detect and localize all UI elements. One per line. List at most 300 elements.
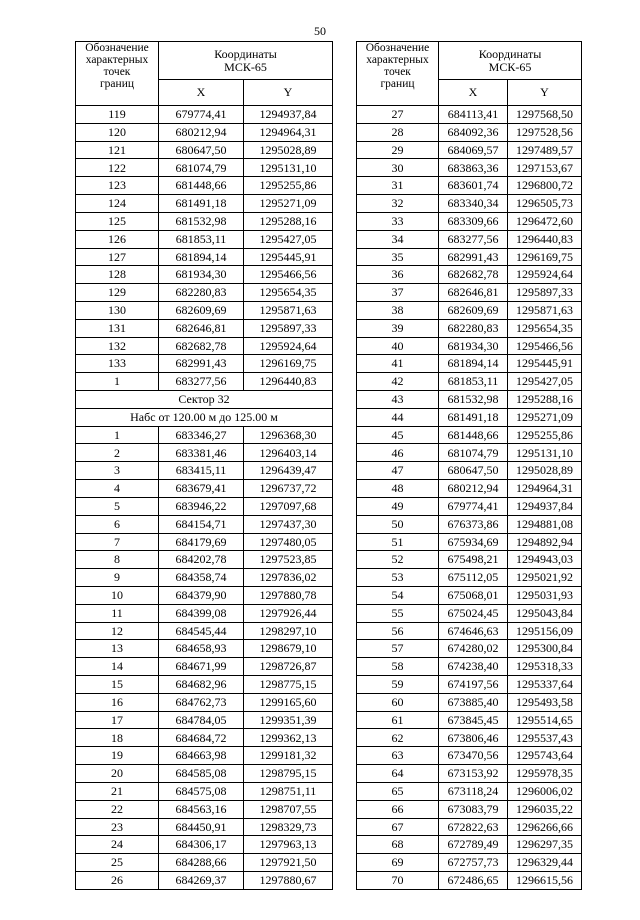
y-coordinate-cell: 1296169,75 xyxy=(508,248,582,266)
x-coordinate-cell: 683340,34 xyxy=(439,195,508,213)
y-coordinate-cell: 1298679,10 xyxy=(244,640,333,658)
point-number-cell: 27 xyxy=(357,106,439,124)
y-coordinate-cell: 1295978,35 xyxy=(508,765,582,783)
coordinates-table-right xyxy=(356,41,582,890)
point-number-cell: 32 xyxy=(357,195,439,213)
x-coordinate-cell: 684069,57 xyxy=(439,141,508,159)
x-coordinate-cell: 683309,66 xyxy=(439,212,508,230)
y-coordinate-cell: 1295255,86 xyxy=(244,177,333,195)
table-row xyxy=(76,836,333,854)
table-row xyxy=(76,640,333,658)
table-row xyxy=(357,551,582,569)
point-number-cell: 38 xyxy=(357,301,439,319)
table-row xyxy=(76,765,333,783)
x-coordinate-cell: 684269,37 xyxy=(159,871,244,889)
y-coordinate-cell: 1298795,15 xyxy=(244,765,333,783)
y-coordinate-cell: 1296006,02 xyxy=(508,782,582,800)
point-number-cell: 70 xyxy=(357,871,439,889)
table-body-right xyxy=(357,106,582,890)
table-row xyxy=(357,747,582,765)
point-number-cell: 58 xyxy=(357,658,439,676)
table-row xyxy=(357,212,582,230)
table-row xyxy=(76,800,333,818)
table-row xyxy=(76,604,333,622)
table-row xyxy=(76,177,333,195)
x-coordinate-cell: 684575,08 xyxy=(159,782,244,800)
y-coordinate-cell: 1296440,83 xyxy=(508,230,582,248)
x-coordinate-cell: 682991,43 xyxy=(159,355,244,373)
y-coordinate-cell: 1295288,16 xyxy=(244,212,333,230)
point-number-cell: 129 xyxy=(76,284,159,302)
x-coordinate-cell: 684585,08 xyxy=(159,765,244,783)
point-number-cell: 34 xyxy=(357,230,439,248)
table-row xyxy=(76,782,333,800)
point-number-cell: 53 xyxy=(357,569,439,587)
point-number-cell: 132 xyxy=(76,337,159,355)
table-row xyxy=(357,373,582,391)
y-coordinate-cell: 1296505,73 xyxy=(508,195,582,213)
point-number-cell: 10 xyxy=(76,586,159,604)
x-coordinate-cell: 683277,56 xyxy=(439,230,508,248)
table-row xyxy=(357,640,582,658)
x-coordinate-cell: 680212,94 xyxy=(159,123,244,141)
table-row xyxy=(357,586,582,604)
x-coordinate-cell: 675498,21 xyxy=(439,551,508,569)
x-coordinate-cell: 682646,81 xyxy=(159,319,244,337)
table-row xyxy=(357,159,582,177)
table-row xyxy=(357,284,582,302)
x-coordinate-cell: 673153,92 xyxy=(439,765,508,783)
table-row xyxy=(76,658,333,676)
point-number-cell: 50 xyxy=(357,515,439,533)
table-row xyxy=(357,444,582,462)
table-row xyxy=(76,462,333,480)
x-coordinate-cell: 682609,69 xyxy=(439,301,508,319)
y-coordinate-cell: 1295300,84 xyxy=(508,640,582,658)
table-row xyxy=(76,123,333,141)
x-coordinate-cell: 672822,63 xyxy=(439,818,508,836)
y-coordinate-cell: 1297523,85 xyxy=(244,551,333,569)
y-coordinate-cell: 1297153,67 xyxy=(508,159,582,177)
y-coordinate-cell: 1298297,10 xyxy=(244,622,333,640)
y-coordinate-cell: 1298329,73 xyxy=(244,818,333,836)
point-number-cell: 43 xyxy=(357,391,439,409)
table-row xyxy=(357,765,582,783)
point-number-cell: 5 xyxy=(76,497,159,515)
x-coordinate-cell: 684671,99 xyxy=(159,658,244,676)
y-coordinate-cell: 1295131,10 xyxy=(508,444,582,462)
point-number-cell: 11 xyxy=(76,604,159,622)
table-row xyxy=(76,373,333,391)
table-row xyxy=(357,836,582,854)
point-number-cell: 15 xyxy=(76,676,159,694)
y-coordinate-cell: 1295318,33 xyxy=(508,658,582,676)
y-coordinate-cell: 1295028,89 xyxy=(508,462,582,480)
table-row xyxy=(76,195,333,213)
y-coordinate-cell: 1296403,14 xyxy=(244,444,333,462)
point-number-cell: 22 xyxy=(76,800,159,818)
x-coordinate-cell: 681532,98 xyxy=(439,391,508,409)
point-number-cell: 47 xyxy=(357,462,439,480)
table-row xyxy=(357,693,582,711)
x-coordinate-cell: 681853,11 xyxy=(159,230,244,248)
y-coordinate-cell: 1295271,09 xyxy=(508,408,582,426)
x-coordinate-cell: 684658,93 xyxy=(159,640,244,658)
x-coordinate-cell: 684202,78 xyxy=(159,551,244,569)
table-row xyxy=(76,106,333,124)
point-number-cell: 18 xyxy=(76,729,159,747)
x-coordinate-cell: 681934,30 xyxy=(159,266,244,284)
x-coordinate-cell: 674197,56 xyxy=(439,676,508,694)
point-number-cell: 125 xyxy=(76,212,159,230)
x-coordinate-cell: 684306,17 xyxy=(159,836,244,854)
x-coordinate-cell: 680647,50 xyxy=(439,462,508,480)
x-coordinate-cell: 682280,83 xyxy=(159,284,244,302)
y-coordinate-cell: 1295466,56 xyxy=(244,266,333,284)
y-coordinate-cell: 1297880,67 xyxy=(244,871,333,889)
y-coordinate-cell: 1297528,56 xyxy=(508,123,582,141)
x-coordinate-cell: 681532,98 xyxy=(159,212,244,230)
point-number-cell: 130 xyxy=(76,301,159,319)
table-row xyxy=(76,622,333,640)
y-coordinate-cell: 1297921,50 xyxy=(244,854,333,872)
x-coordinate-cell: 683946,22 xyxy=(159,497,244,515)
point-number-cell: 26 xyxy=(76,871,159,889)
x-coordinate-cell: 675068,01 xyxy=(439,586,508,604)
y-coordinate-cell: 1299362,13 xyxy=(244,729,333,747)
x-coordinate-cell: 674280,02 xyxy=(439,640,508,658)
point-number-cell: 19 xyxy=(76,747,159,765)
x-coordinate-cell: 683863,36 xyxy=(439,159,508,177)
x-coordinate-cell: 672757,73 xyxy=(439,854,508,872)
table-row xyxy=(357,266,582,284)
table-row xyxy=(76,747,333,765)
point-number-cell: 23 xyxy=(76,818,159,836)
x-coordinate-cell: 681074,79 xyxy=(159,159,244,177)
x-coordinate-cell: 683679,41 xyxy=(159,480,244,498)
table-row xyxy=(357,782,582,800)
x-coordinate-cell: 682682,78 xyxy=(159,337,244,355)
y-coordinate-cell: 1295537,43 xyxy=(508,729,582,747)
y-coordinate-cell: 1295271,09 xyxy=(244,195,333,213)
section-row xyxy=(76,408,333,426)
table-row xyxy=(76,533,333,551)
table-row xyxy=(357,515,582,533)
y-coordinate-cell: 1295131,10 xyxy=(244,159,333,177)
y-coordinate-cell: 1296266,66 xyxy=(508,818,582,836)
table-row xyxy=(357,658,582,676)
table-row xyxy=(357,408,582,426)
point-number-cell: 39 xyxy=(357,319,439,337)
y-coordinate-cell: 1295427,05 xyxy=(508,373,582,391)
x-coordinate-cell: 684563,16 xyxy=(159,800,244,818)
point-number-cell: 3 xyxy=(76,462,159,480)
table-row xyxy=(76,230,333,248)
point-number-cell: 120 xyxy=(76,123,159,141)
x-coordinate-cell: 681448,66 xyxy=(159,177,244,195)
x-coordinate-cell: 684450,91 xyxy=(159,818,244,836)
table-row xyxy=(357,141,582,159)
point-number-cell: 48 xyxy=(357,480,439,498)
x-coordinate-cell: 684762,73 xyxy=(159,693,244,711)
point-number-cell: 128 xyxy=(76,266,159,284)
point-number-cell: 52 xyxy=(357,551,439,569)
point-number-cell: 62 xyxy=(357,729,439,747)
section-label: Сектор 32 xyxy=(76,391,333,409)
x-coordinate-cell: 681448,66 xyxy=(439,426,508,444)
table-row xyxy=(357,533,582,551)
point-number-cell: 55 xyxy=(357,604,439,622)
y-coordinate-cell: 1296615,56 xyxy=(508,871,582,889)
point-number-cell: 8 xyxy=(76,551,159,569)
y-coordinate-cell: 1296737,72 xyxy=(244,480,333,498)
x-coordinate-cell: 673083,79 xyxy=(439,800,508,818)
table-row xyxy=(76,729,333,747)
table-row xyxy=(357,480,582,498)
x-coordinate-cell: 684379,90 xyxy=(159,586,244,604)
y-coordinate-cell: 1295031,93 xyxy=(508,586,582,604)
table-row xyxy=(76,444,333,462)
x-coordinate-cell: 684682,96 xyxy=(159,676,244,694)
y-coordinate-cell: 1297568,50 xyxy=(508,106,582,124)
point-number-cell: 57 xyxy=(357,640,439,658)
x-coordinate-cell: 684179,69 xyxy=(159,533,244,551)
point-number-cell: 56 xyxy=(357,622,439,640)
x-coordinate-cell: 682991,43 xyxy=(439,248,508,266)
point-number-cell: 1 xyxy=(76,426,159,444)
y-coordinate-cell: 1298726,87 xyxy=(244,658,333,676)
x-coordinate-cell: 684288,66 xyxy=(159,854,244,872)
x-coordinate-cell: 674646,63 xyxy=(439,622,508,640)
table-row xyxy=(357,800,582,818)
table-row xyxy=(76,355,333,373)
y-coordinate-cell: 1295337,64 xyxy=(508,676,582,694)
y-coordinate-cell: 1294881,08 xyxy=(508,515,582,533)
point-number-cell: 37 xyxy=(357,284,439,302)
point-number-cell: 119 xyxy=(76,106,159,124)
y-coordinate-cell: 1294964,31 xyxy=(508,480,582,498)
y-coordinate-cell: 1295897,33 xyxy=(244,319,333,337)
point-number-cell: 20 xyxy=(76,765,159,783)
y-coordinate-cell: 1295654,35 xyxy=(244,284,333,302)
table-row xyxy=(76,301,333,319)
point-number-cell: 30 xyxy=(357,159,439,177)
table-row xyxy=(76,319,333,337)
y-coordinate-cell: 1295043,84 xyxy=(508,604,582,622)
column-header-y: Y xyxy=(244,80,333,106)
page-number: 50 xyxy=(314,24,326,38)
y-coordinate-cell: 1297926,44 xyxy=(244,604,333,622)
x-coordinate-cell: 682609,69 xyxy=(159,301,244,319)
point-number-cell: 29 xyxy=(357,141,439,159)
column-header-y: Y xyxy=(508,80,582,106)
table-row xyxy=(357,123,582,141)
x-coordinate-cell: 683346,27 xyxy=(159,426,244,444)
point-number-cell: 42 xyxy=(357,373,439,391)
point-number-cell: 12 xyxy=(76,622,159,640)
coordinates-table-left xyxy=(75,41,333,890)
column-header-point-label: Обозначение характерных точек границ xyxy=(357,42,439,106)
point-number-cell: 126 xyxy=(76,230,159,248)
x-coordinate-cell: 681894,14 xyxy=(159,248,244,266)
table-row xyxy=(357,391,582,409)
table-row xyxy=(76,711,333,729)
point-number-cell: 59 xyxy=(357,676,439,694)
x-coordinate-cell: 684663,98 xyxy=(159,747,244,765)
table-row xyxy=(76,159,333,177)
x-coordinate-cell: 673470,56 xyxy=(439,747,508,765)
table-row xyxy=(76,569,333,587)
table-row xyxy=(357,230,582,248)
x-coordinate-cell: 674238,40 xyxy=(439,658,508,676)
x-coordinate-cell: 672486,65 xyxy=(439,871,508,889)
table-row xyxy=(76,337,333,355)
x-coordinate-cell: 675024,45 xyxy=(439,604,508,622)
y-coordinate-cell: 1295493,58 xyxy=(508,693,582,711)
table-row xyxy=(357,177,582,195)
y-coordinate-cell: 1295466,56 xyxy=(508,337,582,355)
table-row xyxy=(357,818,582,836)
table-row xyxy=(357,569,582,587)
x-coordinate-cell: 682646,81 xyxy=(439,284,508,302)
table-row xyxy=(76,854,333,872)
y-coordinate-cell: 1295156,09 xyxy=(508,622,582,640)
y-coordinate-cell: 1297437,30 xyxy=(244,515,333,533)
x-coordinate-cell: 680212,94 xyxy=(439,480,508,498)
table-row xyxy=(357,319,582,337)
y-coordinate-cell: 1295288,16 xyxy=(508,391,582,409)
table-row xyxy=(76,248,333,266)
point-number-cell: 63 xyxy=(357,747,439,765)
y-coordinate-cell: 1298707,55 xyxy=(244,800,333,818)
point-number-cell: 44 xyxy=(357,408,439,426)
table-row xyxy=(76,515,333,533)
y-coordinate-cell: 1295514,65 xyxy=(508,711,582,729)
table-row xyxy=(76,497,333,515)
point-number-cell: 33 xyxy=(357,212,439,230)
y-coordinate-cell: 1294964,31 xyxy=(244,123,333,141)
x-coordinate-cell: 684784,05 xyxy=(159,711,244,729)
point-number-cell: 13 xyxy=(76,640,159,658)
table-row xyxy=(357,462,582,480)
x-coordinate-cell: 675112,05 xyxy=(439,569,508,587)
x-coordinate-cell: 684092,36 xyxy=(439,123,508,141)
point-number-cell: 45 xyxy=(357,426,439,444)
column-header-point-label: Обозначение характерных точек границ xyxy=(76,42,159,106)
table-row xyxy=(357,871,582,889)
y-coordinate-cell: 1299351,39 xyxy=(244,711,333,729)
y-coordinate-cell: 1295445,91 xyxy=(508,355,582,373)
y-coordinate-cell: 1299181,32 xyxy=(244,747,333,765)
y-coordinate-cell: 1297880,78 xyxy=(244,586,333,604)
table-row xyxy=(76,284,333,302)
x-coordinate-cell: 684399,08 xyxy=(159,604,244,622)
table-row xyxy=(357,497,582,515)
y-coordinate-cell: 1294937,84 xyxy=(244,106,333,124)
column-header-coordinates: Координаты МСК-65 xyxy=(439,42,582,80)
point-number-cell: 68 xyxy=(357,836,439,854)
y-coordinate-cell: 1298775,15 xyxy=(244,676,333,694)
x-coordinate-cell: 680647,50 xyxy=(159,141,244,159)
y-coordinate-cell: 1295255,86 xyxy=(508,426,582,444)
point-number-cell: 49 xyxy=(357,497,439,515)
y-coordinate-cell: 1296035,22 xyxy=(508,800,582,818)
point-number-cell: 16 xyxy=(76,693,159,711)
table-row xyxy=(76,212,333,230)
column-header-coordinates: Координаты МСК-65 xyxy=(159,42,333,80)
point-number-cell: 6 xyxy=(76,515,159,533)
x-coordinate-cell: 675934,69 xyxy=(439,533,508,551)
x-coordinate-cell: 684358,74 xyxy=(159,569,244,587)
y-coordinate-cell: 1296439,47 xyxy=(244,462,333,480)
table-row xyxy=(76,266,333,284)
y-coordinate-cell: 1295871,63 xyxy=(508,301,582,319)
x-coordinate-cell: 682682,78 xyxy=(439,266,508,284)
y-coordinate-cell: 1294943,03 xyxy=(508,551,582,569)
table-row xyxy=(76,818,333,836)
x-coordinate-cell: 681894,14 xyxy=(439,355,508,373)
table-row xyxy=(357,604,582,622)
table-row xyxy=(76,141,333,159)
point-number-cell: 127 xyxy=(76,248,159,266)
table-row xyxy=(76,551,333,569)
point-number-cell: 67 xyxy=(357,818,439,836)
x-coordinate-cell: 683277,56 xyxy=(159,373,244,391)
x-coordinate-cell: 672789,49 xyxy=(439,836,508,854)
point-number-cell: 17 xyxy=(76,711,159,729)
point-number-cell: 36 xyxy=(357,266,439,284)
point-number-cell: 2 xyxy=(76,444,159,462)
point-number-cell: 133 xyxy=(76,355,159,373)
point-number-cell: 1 xyxy=(76,373,159,391)
point-number-cell: 61 xyxy=(357,711,439,729)
table-row xyxy=(357,729,582,747)
y-coordinate-cell: 1296800,72 xyxy=(508,177,582,195)
table-body-left xyxy=(76,106,333,890)
x-coordinate-cell: 683381,46 xyxy=(159,444,244,462)
y-coordinate-cell: 1297480,05 xyxy=(244,533,333,551)
y-coordinate-cell: 1297097,68 xyxy=(244,497,333,515)
y-coordinate-cell: 1295445,91 xyxy=(244,248,333,266)
y-coordinate-cell: 1295924,64 xyxy=(508,266,582,284)
x-coordinate-cell: 684154,71 xyxy=(159,515,244,533)
x-coordinate-cell: 673118,24 xyxy=(439,782,508,800)
y-coordinate-cell: 1295654,35 xyxy=(508,319,582,337)
point-number-cell: 9 xyxy=(76,569,159,587)
table-row xyxy=(357,426,582,444)
y-coordinate-cell: 1294892,94 xyxy=(508,533,582,551)
x-coordinate-cell: 682280,83 xyxy=(439,319,508,337)
x-coordinate-cell: 684113,41 xyxy=(439,106,508,124)
table-row xyxy=(357,355,582,373)
y-coordinate-cell: 1296297,35 xyxy=(508,836,582,854)
y-coordinate-cell: 1295871,63 xyxy=(244,301,333,319)
y-coordinate-cell: 1295897,33 xyxy=(508,284,582,302)
table-row xyxy=(357,622,582,640)
table-row xyxy=(357,676,582,694)
x-coordinate-cell: 679774,41 xyxy=(159,106,244,124)
y-coordinate-cell: 1296169,75 xyxy=(244,355,333,373)
point-number-cell: 54 xyxy=(357,586,439,604)
point-number-cell: 14 xyxy=(76,658,159,676)
point-number-cell: 40 xyxy=(357,337,439,355)
x-coordinate-cell: 684545,44 xyxy=(159,622,244,640)
point-number-cell: 4 xyxy=(76,480,159,498)
x-coordinate-cell: 683601,74 xyxy=(439,177,508,195)
y-coordinate-cell: 1295743,64 xyxy=(508,747,582,765)
x-coordinate-cell: 676373,86 xyxy=(439,515,508,533)
table-row xyxy=(357,337,582,355)
